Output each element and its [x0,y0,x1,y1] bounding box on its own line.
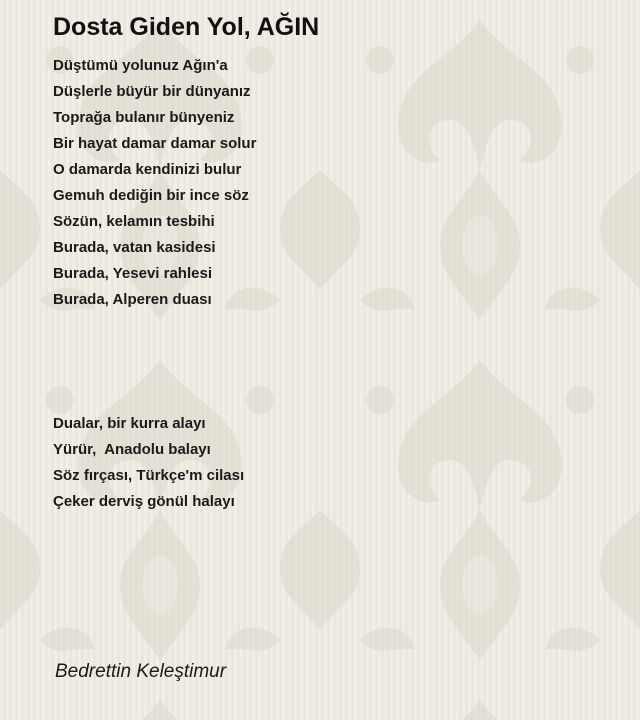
poem-line: Dualar, bir kurra alayı [53,415,206,432]
stanza-1 [53,53,256,313]
poem-line: Burada, vatan kasidesi [53,239,216,256]
poem-author: Bedrettin Keleştimur [55,661,227,682]
poem-line: Sözün, kelamın tesbihi [53,213,215,230]
poem-line: Düştümü yolunuz Ağın'a [53,57,228,74]
poem-line: Gemuh dediğin bir ince söz [53,187,249,204]
poem-title: Dosta Giden Yol, AĞIN [53,13,320,41]
poem-line: Söz fırçası, Türkçe'm cilası [53,467,245,484]
poem-line: O damarda kendinizi bulur [53,161,242,178]
poem-line: Bir hayat damar damar solur [53,135,257,152]
stanza-2 [53,411,244,515]
poem-line: Burada, Alperen duası [53,291,212,308]
poem-line: Düşlerle büyür bir dünyanız [53,83,251,100]
poem-line: Yürür, Anadolu balayı [53,441,211,458]
poem-line: Burada, Yesevi rahlesi [53,265,212,282]
poem-line: Çeker derviş gönül halayı [53,493,235,510]
poem-line: Toprağa bulanır bünyeniz [53,109,235,126]
